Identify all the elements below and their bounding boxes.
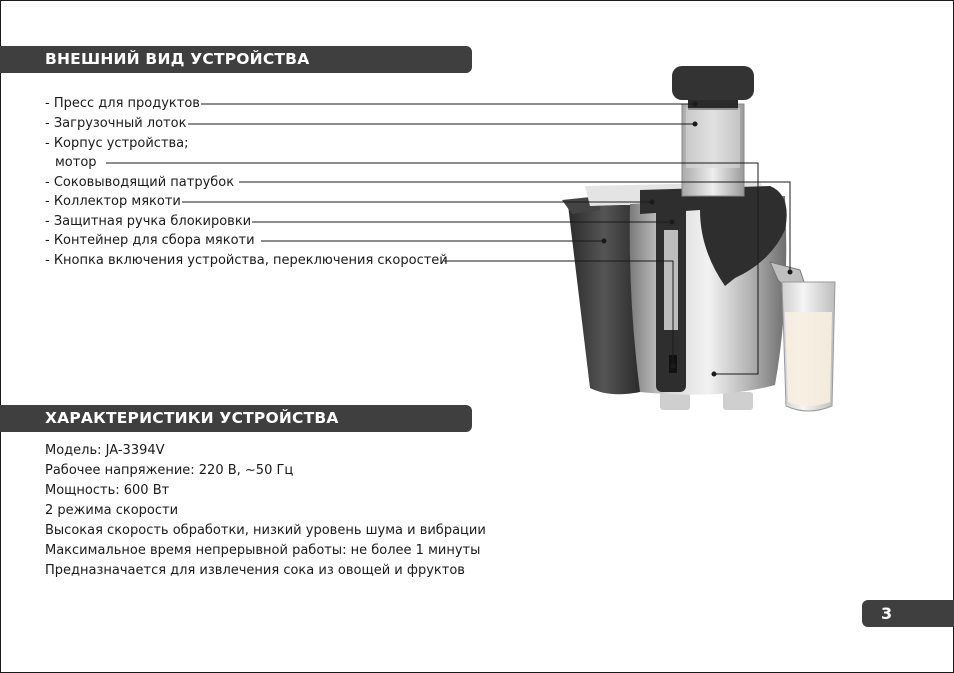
part-label-juice-spout: - Соковыводящий патрубок (45, 175, 235, 190)
part-label-motor: мотор (55, 155, 97, 170)
juicer-body-group (562, 66, 806, 410)
specs-section-header: ХАРАКТЕРИСТИКИ УСТРОЙСТВА (0, 405, 472, 432)
juicer-foot-right (723, 392, 753, 410)
part-label-body: - Корпус устройства; (45, 136, 189, 151)
pulp-container-shape (568, 205, 640, 394)
spec-performance: Высокая скорость обработки, низкий уровень шума и вибрации (45, 523, 486, 538)
spec-speed-modes: 2 режима скорости (45, 503, 179, 518)
part-label-press: - Пресс для продуктов (45, 96, 200, 111)
specs-list (45, 441, 486, 581)
part-label-safety-lock: - Защитная ручка блокировки (45, 214, 252, 229)
part-label-pulp-container: - Контейнер для сбора мякоти (45, 233, 255, 248)
pusher-cap (672, 66, 754, 100)
spec-power: Мощность: 600 Вт (45, 483, 170, 498)
spec-max-runtime: Максимальное время непрерывной работы: не более 1 минуты (45, 543, 481, 558)
spec-voltage: Рабочее напряжение: 220 В, ~50 Гц (45, 463, 294, 478)
part-label-feed-chute: - Загрузочный лоток (45, 116, 187, 131)
spec-model: Модель: JA-3394V (45, 443, 165, 458)
juice-glass (782, 282, 835, 411)
page-number: 3 (862, 600, 954, 627)
part-label-pulp-collector: - Коллектор мякоти (45, 194, 181, 209)
safety-lock-window (664, 230, 678, 330)
appearance-section-header: ВНЕШНИЙ ВИД УСТРОЙСТВА (0, 46, 472, 73)
spec-purpose: Предназначается для извлечения сока из овощей и фруктов (45, 563, 465, 578)
part-label-power-switch: - Кнопка включения устройства, переключения скоростей (45, 253, 448, 268)
